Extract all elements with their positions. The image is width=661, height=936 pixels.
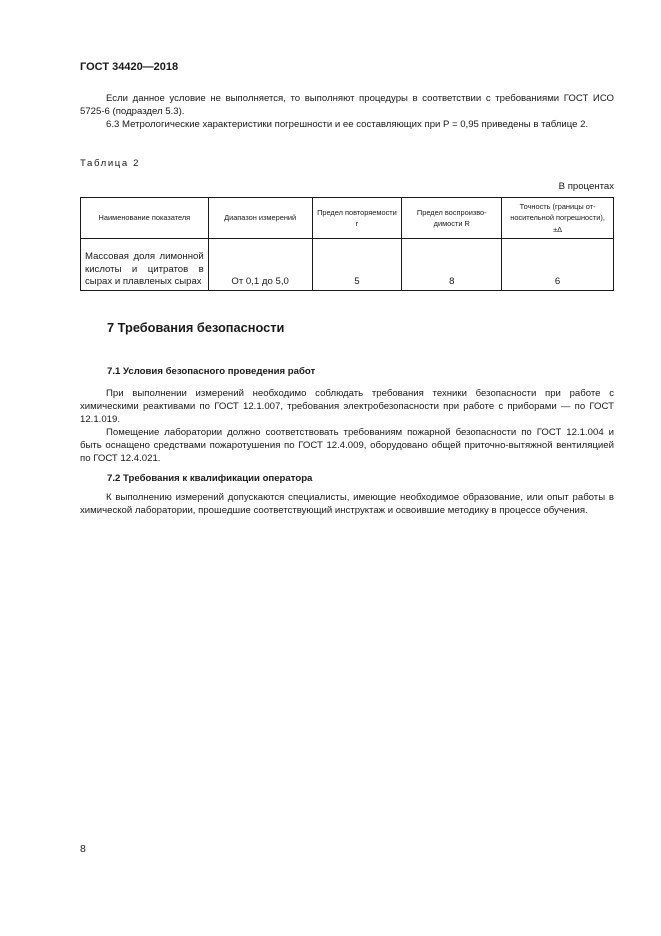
table-cell-repeatability: 5 bbox=[312, 239, 402, 291]
page-number: 8 bbox=[80, 843, 86, 855]
column-header-range: Диапазон измерений bbox=[208, 198, 312, 239]
metrology-table bbox=[80, 197, 614, 291]
section-7-heading: 7 Требования безопасности bbox=[107, 320, 285, 335]
column-header-accuracy: Точность (границы относительной погрешности), ±Δ bbox=[502, 198, 614, 239]
subsection-7-1-paragraph-1: При выполнении измерений необходимо соблюдать требования техники безопасности при работе с химическими реактивами по ГОСТ 12.1.007, требования электробезопасности при работе с приборами — по ГОСТ 12.1.019. bbox=[80, 388, 614, 426]
table-cell-reproducibility: 8 bbox=[402, 239, 502, 291]
table-cell-range: От 0,1 до 5,0 bbox=[208, 239, 312, 291]
subsection-7-2-heading: 7.2 Требования к квалификации оператора bbox=[107, 473, 313, 484]
table-cell-indicator: Массовая доля лимонной кислоты и цитратов в сырах и плавленых сырах bbox=[81, 239, 209, 291]
document-header: ГОСТ 34420—2018 bbox=[80, 61, 179, 73]
table-header-row bbox=[81, 198, 614, 239]
table-caption: Таблица 2 bbox=[80, 158, 141, 169]
intro-paragraph-1: Если данное условие не выполняется, то выполняют процедуры в соответствии с требованиями ГОСТ ИСО 5725-6 (подраздел 5.3). bbox=[80, 93, 614, 118]
subsection-7-2-paragraph-1: К выполнению измерений допускаются специалисты, имеющие необходимое образование, или опыт работы в химической лаборатории, прошедшие соответствующий инструктаж и освоившие методику в процессе обучения. bbox=[80, 492, 614, 517]
column-header-reproducibility: Предел воспроизводимости R bbox=[402, 198, 502, 239]
intro-paragraph-2: 6.3 Метрологические характеристики погрешности и ее составляющих при P = 0,95 приведены в таблице 2. bbox=[106, 119, 589, 130]
subsection-7-1-paragraph-2: Помещение лаборатории должно соответствовать требованиям пожарной безопасности по ГОСТ 12.1.004 и быть оснащено средствами пожаротушения по ГОСТ 12.4.009, оборудовано общей приточно-вытяжной вентиляцией по ГОСТ 12.4.021. bbox=[80, 427, 614, 465]
subsection-7-1-heading: 7.1 Условия безопасного проведения работ bbox=[107, 366, 316, 377]
column-header-repeatability: Предел повторяемости r bbox=[312, 198, 402, 239]
table-row bbox=[81, 239, 614, 291]
table-unit: В процентах bbox=[558, 181, 614, 192]
column-header-indicator: Наименование показателя bbox=[81, 198, 209, 239]
table-cell-accuracy: 6 bbox=[502, 239, 614, 291]
